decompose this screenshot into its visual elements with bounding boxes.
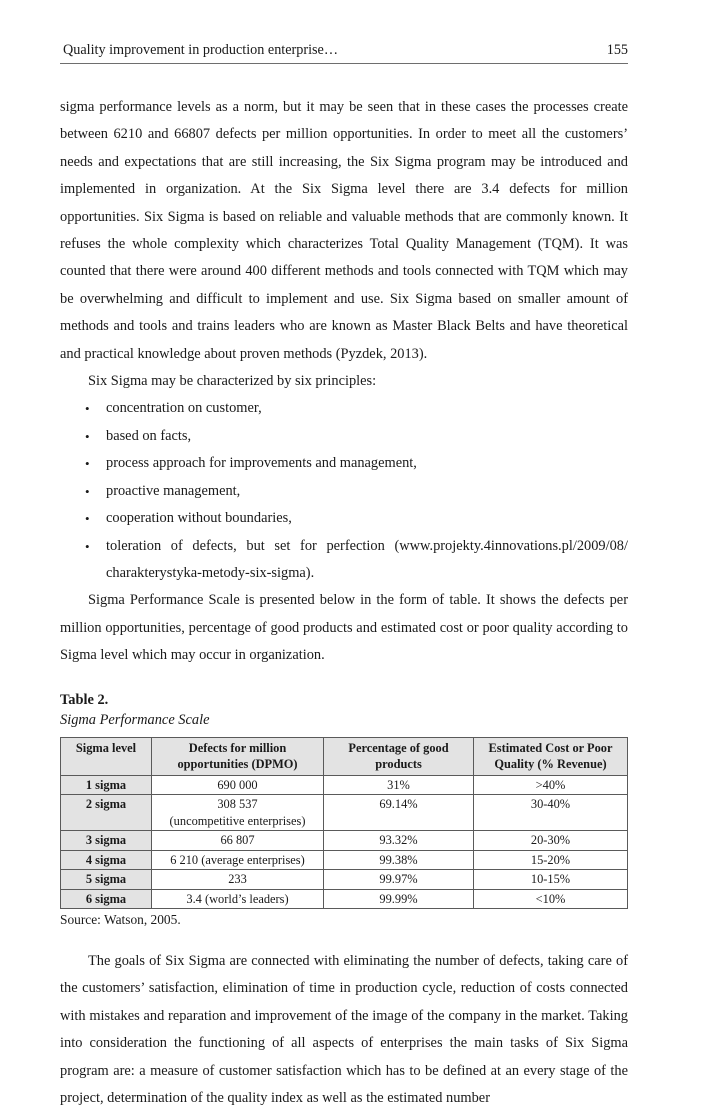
list-item-label: concentration on customer, — [106, 400, 262, 417]
cell-dpmo — [152, 795, 324, 831]
table-caption-number: Table 2. — [60, 691, 109, 708]
cell-dpmo — [152, 889, 324, 909]
cell-dpmo-value: 690 000 — [217, 777, 258, 792]
bullet-icon: • — [85, 456, 90, 472]
spacer — [60, 929, 628, 948]
cell-good-products: 93.32% — [324, 831, 474, 851]
list-item-label: process approach for improvements and management, — [106, 455, 417, 472]
column-header-sigma-level — [61, 737, 152, 775]
column-header-estimated-cost — [474, 737, 628, 775]
list-item — [60, 395, 628, 422]
paragraph-sigma-levels: sigma performance levels as a norm, but it may be seen that in these cases the processes create between 6210 and 66807 defects per million opportunities. In order to meet all the customers’ needs and expectations that are still increasing, the Six Sigma program may be introduced and implemented in organization. At the Six Sigma level there are 3.4 defects for million opportunities. Six Sigma is based on reliable and valuable methods that are commonly known. It refuses the whole complexity which characterizes Total Quality Management (TQM). It was counted that there were around 400 different methods and tools connected with TQM which may be overwhelming and difficult to implement and use. Six Sigma based on smaller amount of methods and tools and trains leaders who are known as Master Black Belts and have theoretical and practical knowledge about proven methods (Pyzdek, 2013). — [60, 99, 628, 362]
table-header-row — [61, 737, 628, 775]
table-row — [61, 831, 628, 851]
cell-sigma-level: 5 sigma — [61, 870, 152, 890]
bullet-icon: • — [85, 428, 90, 444]
cell-dpmo-value: 6 210 (average enterprises) — [170, 852, 305, 867]
running-header-title: Quality improvement in production enterprise… — [63, 42, 339, 58]
bullet-icon: • — [85, 483, 90, 499]
bullet-icon: • — [85, 511, 90, 527]
page-content — [60, 0, 628, 1112]
sigma-performance-table — [60, 737, 628, 910]
cell-estimated-cost: >40% — [474, 775, 628, 795]
table-row — [61, 889, 628, 909]
column-header-line: Estimated Cost or Poor — [488, 740, 613, 755]
list-item — [60, 505, 628, 532]
cell-sigma-level: 6 sigma — [61, 889, 152, 909]
cell-sigma-level: 1 sigma — [61, 775, 152, 795]
cell-sigma-level: 2 sigma — [61, 795, 152, 831]
column-header-dpmo — [152, 737, 324, 775]
list-item — [60, 450, 628, 477]
cell-dpmo-value: 308 537 — [217, 797, 258, 812]
cell-good-products: 99.99% — [324, 889, 474, 909]
bullet-icon: • — [85, 538, 90, 554]
cell-dpmo — [152, 850, 324, 870]
table-block — [60, 690, 628, 930]
cell-dpmo — [152, 870, 324, 890]
list-item — [60, 478, 628, 505]
table-row — [61, 850, 628, 870]
cell-dpmo-value: 66 807 — [220, 833, 255, 848]
cell-dpmo — [152, 831, 324, 851]
cell-good-products: 31% — [324, 775, 474, 795]
list-item-label: proactive management, — [106, 482, 241, 499]
cell-good-products: 99.38% — [324, 850, 474, 870]
cell-good-products: 69.14% — [324, 795, 474, 831]
cell-estimated-cost: 15-20% — [474, 850, 628, 870]
cell-dpmo-note: (uncompetitive enterprises) — [169, 813, 306, 828]
page-number: 155 — [606, 42, 628, 58]
table-source-note: Source: Watson, 2005. — [60, 912, 181, 928]
six-principles-list — [60, 395, 628, 587]
column-header-line: products — [375, 757, 422, 772]
table-row — [61, 775, 628, 795]
cell-sigma-level: 3 sigma — [61, 831, 152, 851]
list-item — [60, 533, 628, 588]
table-row — [61, 870, 628, 890]
header-rule — [60, 63, 628, 64]
cell-good-products: 99.97% — [324, 870, 474, 890]
column-header-line: Quality (% Revenue) — [494, 757, 607, 772]
cell-estimated-cost: <10% — [474, 889, 628, 909]
cell-sigma-level: 4 sigma — [61, 850, 152, 870]
cell-estimated-cost: 30-40% — [474, 795, 628, 831]
column-header-good-products — [324, 737, 474, 775]
cell-dpmo-value: 233 — [228, 872, 247, 887]
list-item-label: toleration of defects, but set for perfection (www.projekty.4innovations.pl/2009/08/ charakterystyka-metody-six-sigma). — [106, 537, 628, 581]
column-header-line: Sigma level — [75, 740, 137, 755]
list-item — [60, 423, 628, 450]
column-header-line: Defects for million — [188, 740, 287, 755]
cell-estimated-cost: 10-15% — [474, 870, 628, 890]
table-caption-title: Sigma Performance Scale — [60, 711, 210, 728]
table-row — [61, 795, 628, 831]
bullet-icon: • — [85, 401, 90, 417]
cell-dpmo-value: 3.4 (world’s leaders) — [186, 891, 289, 906]
column-header-line: opportunities (DPMO) — [177, 757, 298, 772]
paragraph-six-principles-lead: Six Sigma may be characterized by six principles: — [88, 373, 377, 390]
list-item-label: based on facts, — [106, 427, 192, 444]
cell-dpmo — [152, 775, 324, 795]
paragraph-sigma-scale-intro: Sigma Performance Scale is presented below in the form of table. It shows the defects per million opportunities, percentage of good products and estimated cost or poor quality according to Sigma level which may occur in organization. — [60, 592, 628, 664]
paragraph-six-sigma-goals: The goals of Six Sigma are connected with eliminating the number of defects, taking care of the customers’ satisfaction, elimination of time in production cycle, reduction of costs connected with mistakes and reparation and improvement of the image of the company in the market. Taking into consideration the functioning of all aspects of enterprises the main tasks of Six Sigma program are: a measure of customer satisfaction which has to be defined at an every stage of the project, determination of the quality index as well as the estimated number — [60, 953, 628, 1107]
list-item-label: cooperation without boundaries, — [106, 510, 292, 527]
running-header — [60, 42, 628, 72]
cell-estimated-cost: 20-30% — [474, 831, 628, 851]
column-header-line: Percentage of good — [348, 740, 449, 755]
